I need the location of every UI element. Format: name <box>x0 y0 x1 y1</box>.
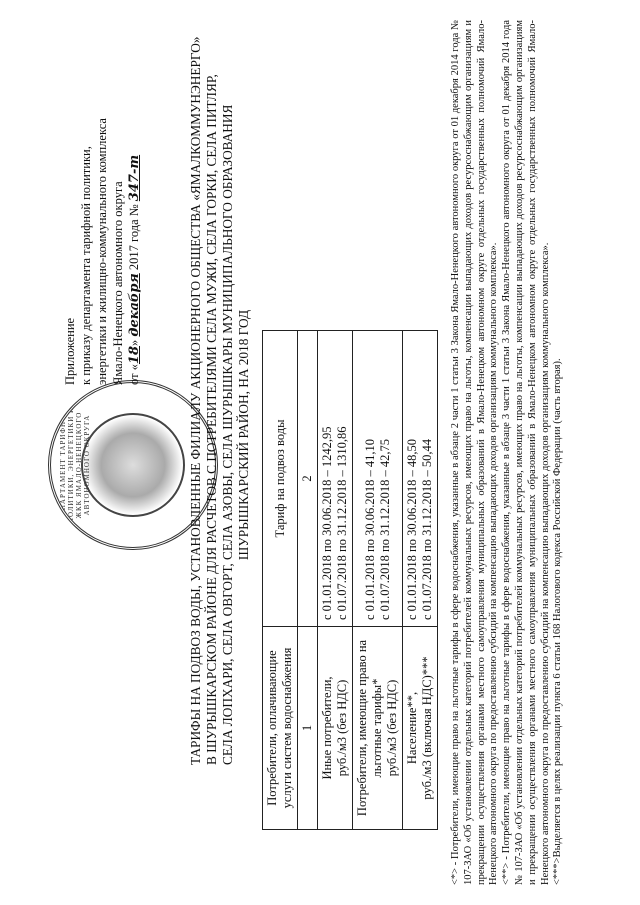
column-number: 1 <box>298 627 318 830</box>
tariff-period: с 01.01.2018 по 30.06.2018 – 41,10 <box>362 439 377 620</box>
tariff-period: с 01.01.2018 по 30.06.2018 – 1242,95 <box>320 426 334 620</box>
table-number-row <box>298 331 318 830</box>
table-header-row <box>263 331 298 830</box>
column-header: Потребители, оплачивающие услуги систем водоснабжения <box>263 627 298 830</box>
title-line: ТАРИФЫ НА ПОДВОЗ ВОДЫ, УСТАНОВЛЕННЫЕ ФИЛИАЛУ АКЦИОНЕРНОГО ОБЩЕСТВА «ЯМАЛКОММУНЭНЕРГО» <box>188 36 203 765</box>
tariff-period: с 01.07.2018 по 31.12.2018 – 50,44 <box>420 439 434 620</box>
title-line: СЕЛА ЛОПХАРИ, СЕЛА ОВГОРТ, СЕЛА АЗОВЫ, СЕЛА ШУРЫШКАРЫ МУНИЦИПАЛЬНОГО ОБРАЗОВАНИЯ <box>220 104 235 765</box>
date-year: 2017 года № <box>127 204 141 271</box>
consumer-cell <box>353 627 403 830</box>
appendix-date-line <box>126 25 143 385</box>
document-title <box>188 36 252 765</box>
date-day: 18 <box>127 345 142 365</box>
title-line: ШУРЫШКАРСКИЙ РАЙОН, НА 2018 ГОД <box>236 309 251 561</box>
footnote: <*> - Потребители, имеющие право на льготные тарифы в сфере водоснабжения, указанные в абзаце 2 части 1 статьи 3 Закона Ямало-Ненецкого автономного округа от 01 декабря 2014 года № 107-ЗАО «Об установлении отдельных категорий потребителей коммунальных ресурсов, имеющих право на льготы, компенсации выпадающих доходов ресурсоснабжающим организациям и прекращении осуществления органами местного самоуправления муниципальных образований в Ямало-Ненецком автономном округе отдельных государственных полномочий Ямало-Ненецкого автономного округа по предоставлению субсидий на компенсацию выпадающих доходов организациям коммунального комплекса». <box>450 20 500 885</box>
title-line: В ШУРЫШКАРСКОМ РАЙОНЕ ДЛЯ РАСЧЕТОВ С ПОТРЕБИТЕЛЯМИ СЕЛА МУЖИ, СЕЛА ГОРКИ, СЕЛА ПИТЛЯР, <box>204 74 219 765</box>
appendix-line: Ямало-Ненецкого автономного округа <box>111 181 125 385</box>
column-number: 2 <box>298 331 318 627</box>
tariff-cell <box>318 331 353 627</box>
consumer-unit: руб./м3 (без НДС) <box>335 679 349 777</box>
date-mid: » <box>127 339 141 346</box>
table-row <box>403 331 438 830</box>
tariff-cell <box>403 331 438 627</box>
footnote: <***>Выделяется в целях реализации пункта 6 статьи 168 Налогового кодекса Российской Федерации (часть вторая). <box>552 358 564 885</box>
column-header: Тариф на подвоз воды <box>263 331 298 627</box>
date-month: декабря <box>127 273 142 337</box>
consumer-cell <box>403 627 438 830</box>
appendix-line: Приложение <box>63 317 77 385</box>
consumer-unit: руб./м3 (без НДС) <box>385 679 399 777</box>
appendix-line: к приказу департамента тарифной политики, <box>79 146 93 385</box>
footnote: <**> - Потребители, имеющие право на льготные тарифы в сфере водоснабжения, указанные в абзаце 3 части 1 статьи 3 Закона Ямало-Ненецкого автономного округа от 01 декабря 2014 года № 107-ЗАО «Об установлении отдельных категорий потребителей коммунальных ресурсов, имеющих право на льготы, компенсации выпадающих доходов ресурсоснабжающим организациям и прекращении осуществления органами местного самоуправления муниципальных образований в Ямало-Ненецком автономном округе отдельных государственных полномочий Ямало-Ненецкого автономного округа по предоставлению субсидий на компенсацию выпадающих доходов организациям коммунального комплекса». <box>501 20 551 885</box>
tariff-cell <box>353 331 403 627</box>
tariff-period: с 01.07.2018 по 31.12.2018 – 42,75 <box>377 439 392 620</box>
consumer-cell <box>318 627 353 830</box>
consumer-text: Иные потребители, <box>320 676 334 780</box>
table-row <box>318 331 353 830</box>
tariff-period: с 01.01.2018 по 30.06.2018 – 48,50 <box>405 439 419 620</box>
appendix-line: энергетики и жилищно-коммунального комплекса <box>95 118 109 385</box>
consumer-text: Потребители, имеющие право на льготные тарифы* <box>355 639 384 817</box>
table-row <box>353 331 403 830</box>
seal-text: ДЕПАРТАМЕНТ ТАРИФНОЙ ПОЛИТИКИ, ЭНЕРГЕТИКИ И ЖКК ЯМАЛО-НЕНЕЦКОГО АВТОНОМНОГО ОКРУГА <box>59 406 91 524</box>
appendix-header <box>62 25 143 385</box>
footnotes <box>450 20 565 885</box>
tariff-period: с 01.07.2018 по 31.12.2018 – 1310,86 <box>335 426 349 620</box>
tariff-table <box>262 330 438 830</box>
seal-emblem-icon <box>81 413 185 517</box>
date-prefix: от « <box>127 364 141 385</box>
consumer-text: Население**, <box>405 691 419 765</box>
consumer-unit: руб./м3 (включая НДС)*** <box>420 656 434 800</box>
order-number: 347-т <box>127 154 142 202</box>
